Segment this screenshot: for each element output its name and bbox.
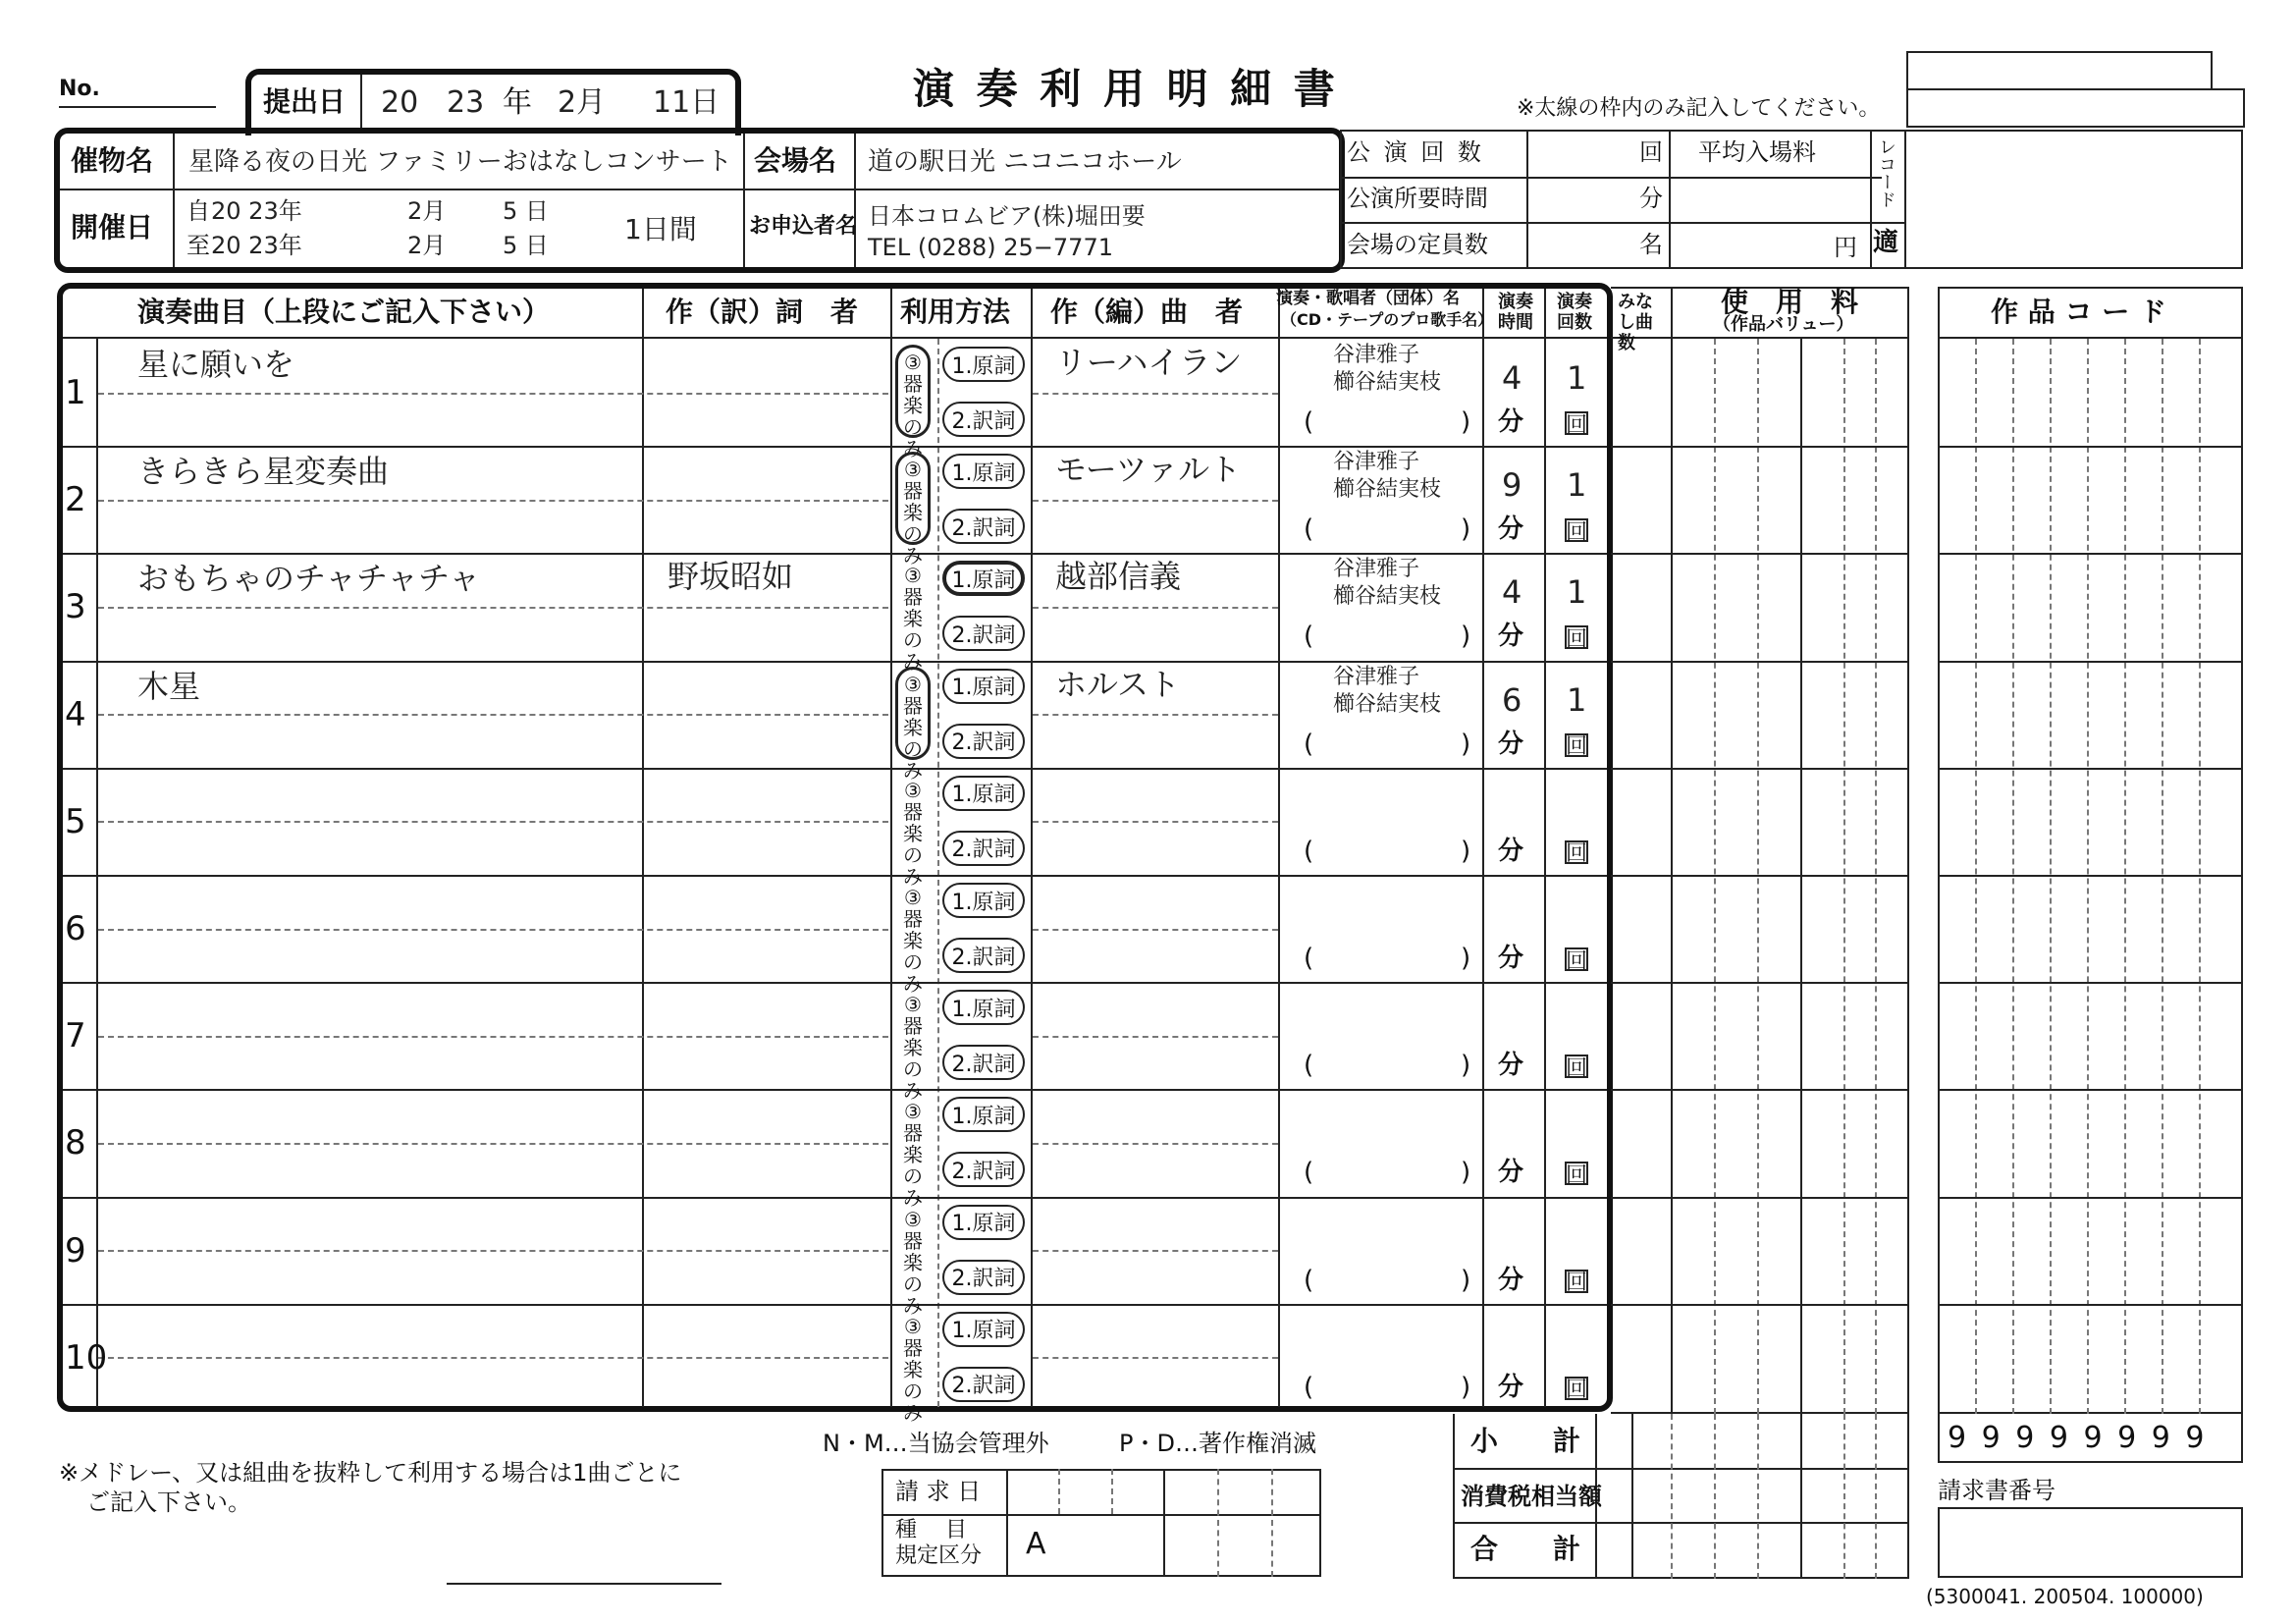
event-row-divider <box>60 189 1339 190</box>
code-header: 作 品 コ ー ド <box>1991 296 2166 328</box>
col-count-header: 演奏回数 <box>1557 292 1592 333</box>
office-dash-1 <box>1058 1469 1060 1514</box>
usage-translated-lyrics[interactable]: 2.訳詞 <box>942 616 1025 651</box>
performer-paren-right: ) <box>1461 1158 1471 1188</box>
composer[interactable]: 越部信義 <box>1055 558 1182 596</box>
col-usage-header: 利用方法 <box>900 296 1011 328</box>
usage-original-lyrics[interactable]: 1.原詞 <box>942 776 1025 811</box>
minutes-unit: 分 <box>1498 1372 1524 1402</box>
instruction-note: ※太線の枠内のみ記入してください。 <box>1517 96 1881 121</box>
medley-note-2: ご記入下さい。 <box>86 1488 251 1516</box>
fee-header: 使 用 料 <box>1721 286 1859 318</box>
performances-label: 公 演 回 数 <box>1347 138 1484 166</box>
row-number: 8 <box>65 1123 86 1163</box>
row-mid-dash-composer <box>1033 1143 1278 1145</box>
submit-era[interactable]: 20 <box>381 85 419 120</box>
seikyu-label: 請 求 日 <box>895 1478 982 1505</box>
performer-paren-right: ) <box>1461 729 1471 759</box>
row-mid-dash <box>98 821 888 823</box>
fee-row-divider <box>1611 1304 1909 1306</box>
performer-1[interactable]: 谷津雅子 <box>1333 450 1420 475</box>
usage-original-lyrics[interactable]: 1.原詞 <box>942 561 1025 596</box>
row-divider <box>63 446 1607 448</box>
usage-instrumental[interactable]: ③器楽のみ <box>903 564 923 675</box>
event-venue-divider <box>854 134 856 267</box>
play-count[interactable]: 1 <box>1567 466 1587 505</box>
performer-paren-right: ) <box>1461 836 1471 866</box>
office-dash-3 <box>1217 1469 1219 1577</box>
performer-2[interactable]: 櫛谷結実枝 <box>1333 584 1442 610</box>
stats-col-3 <box>1870 130 1872 269</box>
usage-translated-lyrics[interactable]: 2.訳詞 <box>942 724 1025 759</box>
fee-row-divider <box>1611 446 1909 448</box>
usage-translated-lyrics[interactable]: 2.訳詞 <box>942 1045 1025 1080</box>
col-performer-line <box>1278 289 1280 1407</box>
performer-paren-left: ( <box>1304 836 1314 866</box>
performer-paren-right: ) <box>1461 407 1471 437</box>
office-dash-2 <box>1111 1469 1113 1514</box>
code-row-divider <box>1938 1304 2243 1306</box>
code-row-divider <box>1938 553 2243 555</box>
performer-paren-right: ) <box>1461 1051 1471 1081</box>
submit-year-unit: 年 <box>503 85 532 120</box>
lyricist[interactable]: 野坂昭如 <box>667 558 794 596</box>
avg-fee-label: 平均入場料 <box>1698 138 1816 166</box>
row-divider <box>63 1089 1607 1091</box>
minutes-unit: 分 <box>1498 836 1524 866</box>
fee-area <box>1611 287 1909 1414</box>
minutes-unit: 分 <box>1498 1158 1524 1188</box>
row-number: 5 <box>65 801 86 841</box>
stats-row-1 <box>1340 177 1882 179</box>
office-dash-4 <box>1271 1469 1273 1577</box>
row-mid-dash-composer <box>1033 1250 1278 1252</box>
performer-2[interactable]: 櫛谷結実枝 <box>1333 477 1442 503</box>
usage-instrumental[interactable]: ③器楽のみ <box>895 667 931 760</box>
performer-paren-right: ) <box>1461 514 1471 545</box>
row-mid-dash <box>98 929 888 931</box>
song-title[interactable]: 星に願いを <box>137 346 295 383</box>
time-label: 公演所要時間 <box>1347 185 1488 212</box>
capacity-label: 会場の定員数 <box>1347 231 1488 258</box>
usage-instrumental[interactable]: ③器楽のみ <box>903 778 923 889</box>
times-unit: 回 <box>1566 734 1588 760</box>
office-col-1 <box>1163 1469 1165 1577</box>
event-duration[interactable]: 1日間 <box>624 213 697 245</box>
shumoku-label-2: 規定区分 <box>895 1543 983 1568</box>
row-divider <box>63 982 1607 984</box>
event-label-divider <box>173 134 175 267</box>
col-time-line <box>1482 289 1484 1407</box>
totals-col-4 <box>1800 1414 1802 1579</box>
col-lyricist-line <box>642 289 644 1407</box>
code-row-divider <box>1938 1089 2243 1091</box>
usage-original-lyrics[interactable]: 1.原詞 <box>942 454 1025 489</box>
minutes-unit: 分 <box>1498 1265 1524 1295</box>
song-title[interactable]: きらきら星変奏曲 <box>137 453 390 491</box>
minashi-header: みなし曲数 <box>1618 292 1653 353</box>
totals-dash-1 <box>1671 1414 1673 1579</box>
usage-original-lyrics[interactable]: 1.原詞 <box>942 347 1025 382</box>
row-divider <box>63 768 1607 770</box>
times-unit: 回 <box>1566 519 1588 545</box>
totals-dash-5 <box>1843 1414 1845 1579</box>
play-time[interactable]: 6 <box>1502 680 1522 719</box>
col-lyricist-header: 作（訳）詞 者 <box>666 296 859 328</box>
row-mid-dash-composer <box>1033 1036 1278 1038</box>
fee-row-divider <box>1611 982 1909 984</box>
code-row-divider <box>1938 446 2243 448</box>
shumoku-label-1: 種 目 <box>895 1518 967 1542</box>
no-label: No. <box>59 77 100 101</box>
shumoku-value[interactable]: A <box>1026 1527 1046 1561</box>
row-mid-dash <box>98 1143 888 1145</box>
row-mid-dash <box>98 1250 888 1252</box>
nm-note: N・M…当協会管理外 <box>823 1430 1049 1457</box>
fee-row-divider <box>1611 661 1909 663</box>
usage-translated-lyrics[interactable]: 2.訳詞 <box>942 1260 1025 1295</box>
tekiyo-label: 適 <box>1873 228 1899 257</box>
performer-1[interactable]: 谷津雅子 <box>1333 557 1420 582</box>
usage-instrumental[interactable]: ③器楽のみ <box>903 1100 923 1211</box>
signature-line <box>447 1583 721 1585</box>
minutes-unit: 分 <box>1498 514 1524 545</box>
usage-translated-lyrics[interactable]: 2.訳詞 <box>942 402 1025 437</box>
row-mid-dash-composer <box>1033 500 1278 502</box>
office-label-line <box>1006 1469 1008 1577</box>
usage-translated-lyrics[interactable]: 2.訳詞 <box>942 831 1025 866</box>
total-label: 合 計 <box>1470 1533 1581 1565</box>
row-mid-dash-composer <box>1033 714 1278 716</box>
times-unit: 回 <box>1566 1271 1588 1296</box>
venue-label: 会場名 <box>754 144 837 177</box>
submit-divider <box>360 75 362 130</box>
row-number: 6 <box>65 909 86 948</box>
play-time[interactable]: 4 <box>1502 573 1522 612</box>
venue-name[interactable]: 道の駅日光 ニコニコホール <box>868 147 1182 177</box>
row-mid-dash <box>98 607 888 609</box>
submit-month[interactable]: 2月 <box>558 85 607 120</box>
code-row-divider <box>1938 661 2243 663</box>
fee-row-divider <box>1611 768 1909 770</box>
pd-note: P・D…著作権消滅 <box>1119 1430 1316 1457</box>
times-unit: 回 <box>1566 948 1588 974</box>
minutes-unit: 分 <box>1498 1051 1524 1081</box>
code-digits[interactable]: 9 9 9 9 9 9 9 9 <box>1948 1421 2208 1455</box>
no-field[interactable] <box>59 106 216 108</box>
row-mid-dash-composer <box>1033 929 1278 931</box>
totals-row-2 <box>1453 1522 1909 1524</box>
fee-row-divider <box>1611 553 1909 555</box>
col-usage-inner <box>937 339 939 1407</box>
composer[interactable]: リーハイラン <box>1055 344 1243 381</box>
performer-paren-right: ) <box>1461 622 1471 652</box>
usage-original-lyrics[interactable]: 1.原詞 <box>942 1312 1025 1347</box>
usage-original-lyrics[interactable]: 1.原詞 <box>942 1097 1025 1132</box>
usage-original-lyrics[interactable]: 1.原詞 <box>942 669 1025 704</box>
code-row-divider <box>1938 1197 2243 1199</box>
col-usage-line <box>890 289 892 1407</box>
performer-paren-left: ( <box>1304 1372 1314 1402</box>
performer-2[interactable]: 櫛谷結実枝 <box>1333 370 1442 395</box>
row-number: 2 <box>65 480 86 520</box>
performer-1[interactable]: 谷津雅子 <box>1333 343 1420 367</box>
play-count[interactable]: 1 <box>1567 680 1587 719</box>
row-mid-dash <box>98 500 888 502</box>
performer-paren-left: ( <box>1304 622 1314 652</box>
office-row-line <box>881 1514 1321 1516</box>
performer-paren-left: ( <box>1304 1158 1314 1188</box>
row-number: 4 <box>65 694 86 734</box>
row-number: 3 <box>65 587 86 627</box>
times-unit: 回 <box>1566 1378 1588 1403</box>
row-divider <box>63 875 1607 877</box>
applicant-tel[interactable]: TEL (0288) 25−7771 <box>868 234 1113 261</box>
performer-2[interactable]: 櫛谷結実枝 <box>1333 691 1442 717</box>
performer-paren-left: ( <box>1304 729 1314 759</box>
minutes-unit: 分 <box>1498 944 1524 973</box>
minutes-unit: 分 <box>1498 407 1524 437</box>
yen-unit: 円 <box>1834 234 1857 261</box>
submit-year[interactable]: 23 <box>447 85 485 120</box>
fee-sub-header: （作品バリュー） <box>1713 314 1854 335</box>
row-mid-dash-composer <box>1033 821 1278 823</box>
col-performer-header-2: （CD・テープのプロ歌手名） <box>1281 310 1494 329</box>
col-performer-header-1: 演奏・歌唱者（団体）名 <box>1276 289 1460 308</box>
row-mid-dash-composer <box>1033 393 1278 395</box>
times-unit: 回 <box>1566 626 1588 652</box>
song-title[interactable]: 木星 <box>137 667 201 705</box>
reference-grid <box>1906 51 2213 90</box>
composer[interactable]: モーツァルト <box>1055 451 1242 489</box>
fee-row-divider <box>1611 1197 1909 1199</box>
performer-paren-left: ( <box>1304 944 1314 973</box>
times-unit: 回 <box>1566 1055 1588 1081</box>
totals-dash-6 <box>1875 1414 1877 1579</box>
event-name-label: 催物名 <box>71 144 154 177</box>
form-title: 演 奏 利 用 明 細 書 <box>913 65 1339 113</box>
row-mid-dash <box>98 1357 888 1359</box>
minutes-unit: 分 <box>1498 729 1524 759</box>
row-number: 7 <box>65 1016 86 1056</box>
applicant-label: お申込者名 <box>749 214 858 239</box>
invoice-box[interactable] <box>1938 1507 2243 1578</box>
composer[interactable]: ホルスト <box>1055 665 1181 703</box>
capacity-unit: 名 <box>1639 231 1663 258</box>
usage-instrumental[interactable]: ③器楽のみ <box>903 993 923 1104</box>
applicant-name[interactable]: 日本コロムビア(株)堀田要 <box>868 202 1146 230</box>
performer-paren-right: ) <box>1461 944 1471 973</box>
stats-col-1 <box>1526 130 1528 269</box>
subtotal-label: 小 計 <box>1470 1425 1581 1457</box>
to-year[interactable]: 20 23年 <box>211 232 302 259</box>
from-prefix: 自 <box>187 197 210 225</box>
event-date-label: 開催日 <box>71 211 154 243</box>
totals-row-1 <box>1453 1468 1909 1470</box>
stats-col-2 <box>1669 130 1671 269</box>
play-time[interactable]: 4 <box>1502 359 1522 397</box>
fee-row-divider <box>1611 875 1909 877</box>
row-divider <box>63 1304 1607 1306</box>
col-count-line <box>1544 289 1546 1407</box>
totals-dash-3 <box>1757 1414 1759 1579</box>
times-unit: 回 <box>1566 1163 1588 1188</box>
usage-translated-lyrics[interactable]: 2.訳詞 <box>942 938 1025 973</box>
performances-unit: 回 <box>1639 138 1663 166</box>
tax-label: 消費税相当額 <box>1461 1483 1602 1510</box>
stats-col-4 <box>1904 130 1906 269</box>
row-mid-dash <box>98 714 888 716</box>
reference-grid-2 <box>1906 88 2245 128</box>
row-mid-dash <box>98 393 888 395</box>
usage-original-lyrics[interactable]: 1.原詞 <box>942 1205 1025 1240</box>
play-count[interactable]: 1 <box>1567 573 1587 612</box>
song-title[interactable]: おもちゃのチャチャチャ <box>137 560 481 598</box>
invoice-label: 請求書番号 <box>1938 1477 2056 1504</box>
usage-translated-lyrics[interactable]: 2.訳詞 <box>942 1152 1025 1187</box>
usage-original-lyrics[interactable]: 1.原詞 <box>942 883 1025 918</box>
row-mid-dash <box>98 1036 888 1038</box>
usage-instrumental[interactable]: ③器楽のみ <box>895 452 931 545</box>
times-unit: 回 <box>1566 841 1588 867</box>
row-number: 10 <box>65 1337 108 1378</box>
from-month[interactable]: 2月 <box>407 197 447 225</box>
col-title-header: 演奏曲目（上段にご記入下さい） <box>137 296 551 328</box>
event-mid-divider <box>743 134 745 267</box>
header-row-line <box>63 337 1607 339</box>
totals-dash-2 <box>1714 1414 1716 1579</box>
usage-translated-lyrics[interactable]: 2.訳詞 <box>942 1367 1025 1402</box>
medley-note-1: ※メドレー、又は組曲を抜粋して利用する場合は1曲ごとに <box>59 1459 682 1487</box>
performer-paren-left: ( <box>1304 407 1314 437</box>
minashi-line <box>1671 287 1673 1414</box>
record-label: レコード <box>1876 137 1896 208</box>
event-name[interactable]: 星降る夜の日光 ファミリーおはなしコンサート <box>188 147 732 177</box>
code-row-divider <box>1938 982 2243 984</box>
usage-instrumental[interactable]: ③器楽のみ <box>895 345 931 438</box>
play-count[interactable]: 1 <box>1567 359 1587 397</box>
submit-day[interactable]: 11日 <box>653 85 721 120</box>
performer-1[interactable]: 谷津雅子 <box>1333 664 1420 689</box>
to-prefix: 至 <box>187 232 210 259</box>
performer-paren-right: ) <box>1461 1265 1471 1295</box>
totals-col-1 <box>1631 1414 1633 1579</box>
col-time-header: 演奏時間 <box>1498 292 1533 333</box>
code-row-divider <box>1938 875 2243 877</box>
time-unit: 分 <box>1639 185 1663 212</box>
submit-date-label: 提出日 <box>263 85 347 118</box>
usage-original-lyrics[interactable]: 1.原詞 <box>942 990 1025 1025</box>
stats-record-split <box>1870 222 1906 224</box>
times-unit: 回 <box>1566 412 1588 438</box>
fee-row-divider <box>1611 1089 1909 1091</box>
code-row-divider <box>1938 768 2243 770</box>
col-composer-header: 作（編）曲 者 <box>1050 296 1244 328</box>
performer-paren-left: ( <box>1304 1051 1314 1081</box>
code-area <box>1938 287 2243 1414</box>
row-divider <box>63 553 1607 555</box>
col-composer-line <box>1031 289 1033 1407</box>
code-header-line <box>1938 337 2243 339</box>
performer-paren-right: ) <box>1461 1372 1471 1402</box>
usage-instrumental[interactable]: ③器楽のみ <box>903 1207 923 1318</box>
performer-paren-left: ( <box>1304 1265 1314 1295</box>
usage-translated-lyrics[interactable]: 2.訳詞 <box>942 509 1025 544</box>
row-divider <box>63 1197 1607 1199</box>
play-time[interactable]: 9 <box>1502 466 1522 505</box>
row-number: 9 <box>65 1230 86 1271</box>
row-number: 1 <box>65 373 86 412</box>
row-mid-dash-composer <box>1033 607 1278 609</box>
usage-instrumental[interactable]: ③器楽のみ <box>903 1314 923 1425</box>
form-number: (5300041. 200504. 100000) <box>1926 1585 2204 1608</box>
performer-paren-left: ( <box>1304 514 1314 545</box>
row-divider <box>63 661 1607 663</box>
to-day[interactable]: 5 日 <box>503 232 549 259</box>
to-month[interactable]: 2月 <box>407 232 447 259</box>
stats-row-2 <box>1340 222 1882 224</box>
from-year[interactable]: 20 23年 <box>211 197 302 225</box>
row-mid-dash-composer <box>1033 1357 1278 1359</box>
usage-instrumental[interactable]: ③器楽のみ <box>903 886 923 996</box>
minutes-unit: 分 <box>1498 622 1524 652</box>
from-day[interactable]: 5 日 <box>503 197 549 225</box>
